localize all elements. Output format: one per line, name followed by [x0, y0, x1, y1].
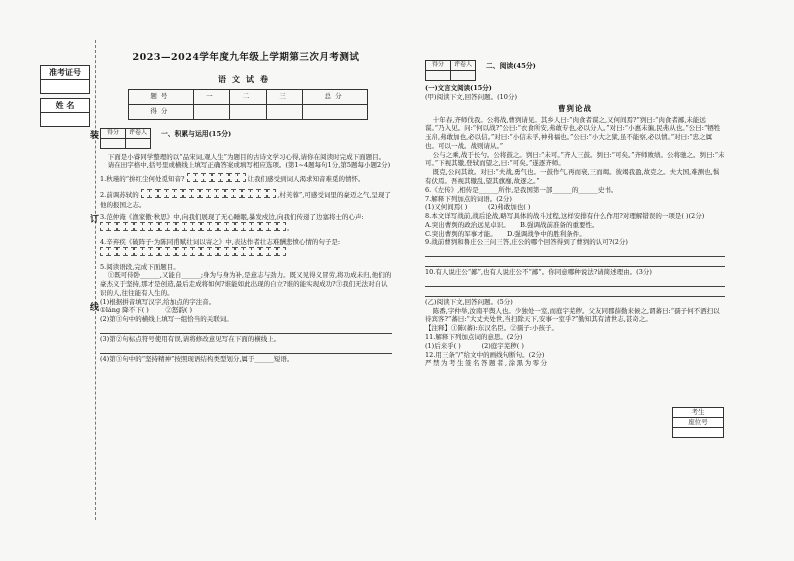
exam-number-label: 准考证号 [41, 66, 89, 80]
exam-title: 2023—2024学年度九年级上学期第三次月考测试 [132, 52, 360, 63]
essay-paragraph: 既克,公问其故。对曰:“夫战,勇气也。一鼓作气,再而衰,三而竭。彼竭我盈,故克之。夫大国,难测也,惧有伏焉。吾视其辙乱,望其旗靡,故逐之。” [425, 168, 720, 186]
question-11-a: (1)后来乎( ) [425, 341, 461, 350]
question-11: 11.解释下列加点词的意思。(2分) [425, 332, 523, 341]
answer-grid[interactable] [187, 173, 246, 185]
seat-number-label: 座位号 [673, 418, 723, 428]
answer-grid[interactable] [100, 222, 285, 234]
score-header-cell: 一 [193, 89, 229, 104]
question-8-options [425, 221, 725, 230]
question-5-passage: ①既可侍卧______,又能自______;身为与身为补,是意志与劲力。既又见得义冒劳,将功成未归,他们的豪杰义于坚持,那才是创造,最后走成将如何?谁能如此出现的自立?谁的能实现成功?③我们无法对自认识的人,往往能有人生的。 [100, 271, 392, 297]
binding-mark: 线 [90, 303, 100, 313]
question-5-1-b: ②怒韵( ) [165, 306, 193, 315]
section1-grader [100, 128, 392, 149]
question-3-tail: 。 [287, 224, 294, 233]
seat-number-field[interactable] [673, 428, 723, 437]
option-a: A.突出曹刿的政治远见卓识。 [425, 220, 510, 229]
option-d: D.强调战争中的胜利条件。 [507, 229, 586, 238]
question-6: 6.《左传》,相传是______所作,是我国第一部______的______史书。 [425, 185, 618, 194]
grader-score-label: 得分 [101, 128, 126, 138]
essay-paragraph: 公与之乘,战于长勺。公将鼓之。刿曰:“未可。”齐人三鼓。刿曰:“可矣。”齐师败绩。公将驰之。刿曰:“未可。”下视其辙,登轼而望之,曰:“可矣。”遂逐齐师。 [425, 150, 725, 168]
grader-score-field[interactable] [426, 71, 451, 81]
question-9: 9.战前曹刿和鲁庄公三问三答,庄公的哪个回答得到了曹刿的认可?(2分) [425, 238, 628, 247]
subsection-1a: (甲)阅读下文,回答问题。(10分) [425, 92, 517, 101]
instructions-text: 请在田字格中,括号里或横线上填写正确答案或填写相应选项。(第1~4题每句1分,第5题每小题2分) [107, 161, 391, 170]
answer-line[interactable] [425, 258, 725, 267]
question-4 [100, 238, 392, 259]
answer-grid[interactable] [100, 247, 285, 259]
answer-line[interactable] [425, 248, 725, 257]
question-7-a: (1)又何间焉( ) [425, 203, 468, 212]
score-header-cell: 三 [266, 89, 302, 104]
binding-mark: 订 [90, 215, 100, 225]
score-cell[interactable] [193, 104, 229, 119]
binding-mark: 装 [90, 131, 100, 141]
question-5-1-items [100, 306, 392, 315]
score-header-cell: 二 [230, 89, 266, 104]
score-header-cell: 总分 [303, 89, 368, 104]
intro-text: 下面是小睿同学整理的以“品宋词,观人生”为题目的古诗文学习心得,请你在阅读时完成下面题目。 [107, 152, 386, 161]
question-5-1: (1)根据拼音填写汉字,给加点的字注音。 [100, 297, 216, 306]
question-1-text: 1.秋瑾的“拚红尘何处觅知音? [100, 175, 185, 184]
grader-name-field[interactable] [126, 138, 151, 148]
question-5-1-a: ①láng 降不下( ) [100, 306, 149, 315]
question-12: 12.用三条“/”给文中的画线句断句。(2分) [425, 350, 545, 359]
score-header-cell: 题号 [129, 89, 194, 104]
question-2-tail: ,村芙蓉”,可感受词里的豪迈之气,呈现了他的报国之志。 [100, 190, 391, 209]
question-11-b: (2)庭宇芜秽( ) [481, 341, 524, 350]
question-2 [100, 189, 392, 210]
essay-title: 曹刿论战 [558, 103, 592, 113]
question-1 [100, 173, 392, 185]
question-2-text: 2.前调苏轼的 [100, 190, 139, 199]
question-7-b: (2)弗敢加也( ) [488, 203, 531, 212]
option-b: B.强调战前准备的重要性。 [520, 220, 599, 229]
question-7: 7.解释下列加点的词语。(2分) [425, 194, 512, 203]
question-3 [100, 213, 392, 234]
score-cell[interactable] [230, 104, 266, 119]
question-3-text: 3.范仲淹《渔家傲·秋思》中,向我们展现了无心睡眠,暴发戍边,向我们传递了边塞将士的心声: [100, 213, 364, 222]
answer-line[interactable] [425, 278, 725, 287]
exam-number-box [40, 65, 90, 94]
answer-line[interactable] [425, 288, 725, 297]
binding-line [95, 40, 96, 520]
candidate-label: 考生 [673, 408, 723, 418]
option-c: C.突出曹刿的军事才能。 [425, 229, 497, 238]
question-7-items [425, 203, 725, 212]
grader-name-label: 评卷人 [451, 61, 476, 71]
score-row-label: 得分 [129, 104, 194, 119]
left-page [100, 52, 392, 363]
question-5-4: (4)第③句中的“坚持精神”按照现语结构类型划分,属于______短语。 [100, 354, 294, 363]
name-label: 姓 名 [41, 99, 89, 113]
question-5-2: (2)第③句中的横线上填写一组恰当的关联词。 [100, 315, 233, 324]
answer-line[interactable] [100, 325, 392, 334]
question-8: 8.本文详写战前,战后论战,略写具体的战斗过程,这样安排有什么作用?对理解错误的一项是( )(2分) [425, 212, 705, 221]
candidate-seat-box [672, 407, 724, 438]
question-10: 10.有人说庄公“鄙”,也有人说庄公不“鄙”。你同意哪种说法?请简述理由。(3分) [425, 268, 652, 277]
question-4-text: 4.辛弃疾《破阵子·为陈同甫赋壮词以寄之》中,表达作者壮志难酬悲愤心情的句子是: [100, 237, 341, 246]
grader-name-label: 评卷人 [126, 128, 151, 138]
subsection-1b: (乙)阅读下文,回答问题。(5分) [425, 297, 513, 306]
score-cell[interactable] [303, 104, 368, 119]
exam-number-field[interactable] [41, 80, 89, 93]
annotation-note: 【注释】①陈(蕃):东汉名臣。②孺子:小孩子。 [425, 324, 558, 333]
name-box [40, 98, 90, 127]
right-page [425, 60, 725, 368]
question-5: 5.阅读语段,完成下面题目。 [100, 262, 180, 271]
question-11-items [425, 342, 725, 351]
passage-yi: 陈番,字仲举,汝南平舆人也。少独处一室,而庭宇芜秽。父友同郡薛勤来候之,谓蕃曰:“孺子何不洒扫以待宾客?”蕃曰:“大丈夫处世,当扫除天下,安事一室乎?”勤知其有清世志,甚奇之。 [425, 306, 720, 324]
score-table [128, 89, 368, 120]
question-1-tail: 让我们感受到词人渴求知音难觅的情怀。 [247, 175, 365, 184]
question-5-3: (3)第②句标点符号使用有误,请将修改意见写在下面的横线上。 [100, 334, 281, 343]
subsection-1: (一)文言文阅读(15分) [425, 84, 492, 92]
grader-score-field[interactable] [101, 138, 126, 148]
subject-title: 语文试卷 [218, 73, 274, 84]
essay-paragraph: 十年春,齐师伐我。公将战,曹刿请见。其乡人曰:“肉食者谋之,又何间焉?”刿曰:“肉食者鄙,未能远谋。”乃入见。问:“何以战?”公曰:“衣食所安,弗敢专也,必以分人。”对曰:“小惠未徧,民弗从也。”公曰:“牺牲玉帛,弗敢加也,必以信。”对曰:“小信未孚,神弗福也。”公曰:“小大之狱,虽不能察,必以情。”对曰:“忠之属也。可以一战。战则请从。” [425, 115, 721, 150]
bottom-note: 严禁为考生签名答题者,涂黑为零分 [425, 359, 549, 368]
name-field[interactable] [41, 113, 89, 126]
answer-line[interactable] [100, 345, 392, 354]
grader-score-label: 得分 [426, 61, 451, 71]
section2-title: 二、阅读(45分) [486, 62, 536, 70]
section2-grader [425, 60, 725, 81]
grader-name-field[interactable] [451, 71, 476, 81]
score-cell[interactable] [266, 104, 302, 119]
answer-grid[interactable] [141, 189, 276, 201]
section1-title: 一、积累与运用(15分) [161, 129, 232, 138]
